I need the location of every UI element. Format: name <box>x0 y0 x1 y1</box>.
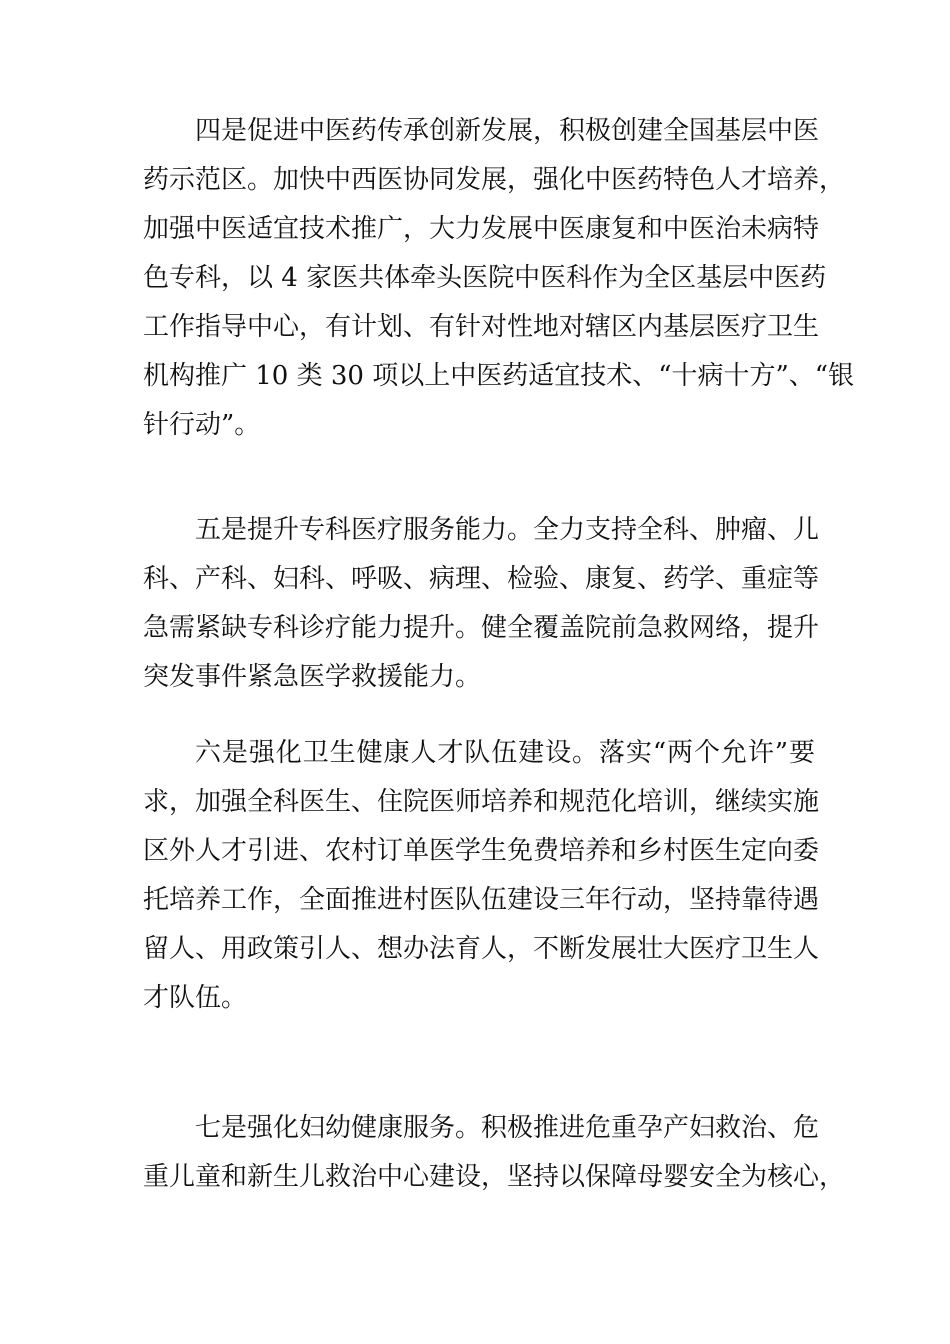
text-line: 加强中医适宜技术推广，大力发展中医康复和中医治未病特 <box>143 214 820 244</box>
text-line: 针行动”。 <box>143 410 261 440</box>
text-line: 色专科，以 4 家医共体牵头医院中医科作为全区基层中医药 <box>143 263 827 293</box>
text-line: 突发事件紧急医学救援能力。 <box>143 662 482 692</box>
text-line: 留人、用政策引人、想办法育人，不断发展壮大医疗卫生人 <box>143 934 820 964</box>
text-line: 才队伍。 <box>143 983 248 1013</box>
text-line: 工作指导中心，有计划、有针对性地对辖区内基层医疗卫生 <box>143 312 820 342</box>
text-line: 五是提升专科医疗服务能力。全力支持全科、肿瘤、儿 <box>195 515 820 545</box>
text-line: 区外人才引进、农村订单医学生免费培养和乡村医生定向委 <box>143 836 820 866</box>
text-line: 四是促进中医药传承创新发展，积极创建全国基层中医 <box>195 116 820 146</box>
text-line: 重儿童和新生儿救治中心建设，坚持以保障母婴安全为核心， <box>143 1162 846 1192</box>
text-line: 六是强化卫生健康人才队伍建设。落实“两个允许”要 <box>195 738 815 768</box>
text-line: 求，加强全科医生、住院医师培养和规范化培训，继续实施 <box>143 787 820 817</box>
text-line: 七是强化妇幼健康服务。积极推进危重孕产妇救治、危 <box>195 1113 820 1143</box>
text-line: 科、产科、妇科、呼吸、病理、检验、康复、药学、重症等 <box>143 564 820 594</box>
paragraph-specialty-services <box>143 506 820 702</box>
paragraph-talent-team <box>143 729 820 1023</box>
text-line: 药示范区。加快中西医协同发展，强化中医药特色人才培养， <box>143 165 846 195</box>
text-line: 机构推广 10 类 30 项以上中医药适宜技术、“十病十方”、“银 <box>143 361 855 391</box>
text-line: 急需紧缺专科诊疗能力提升。健全覆盖院前急救网络，提升 <box>143 613 820 643</box>
text-line: 托培养工作，全面推进村医队伍建设三年行动，坚持靠待遇 <box>143 885 820 915</box>
paragraph-tcm-development <box>143 107 855 450</box>
paragraph-maternal-child-health <box>143 1104 846 1202</box>
